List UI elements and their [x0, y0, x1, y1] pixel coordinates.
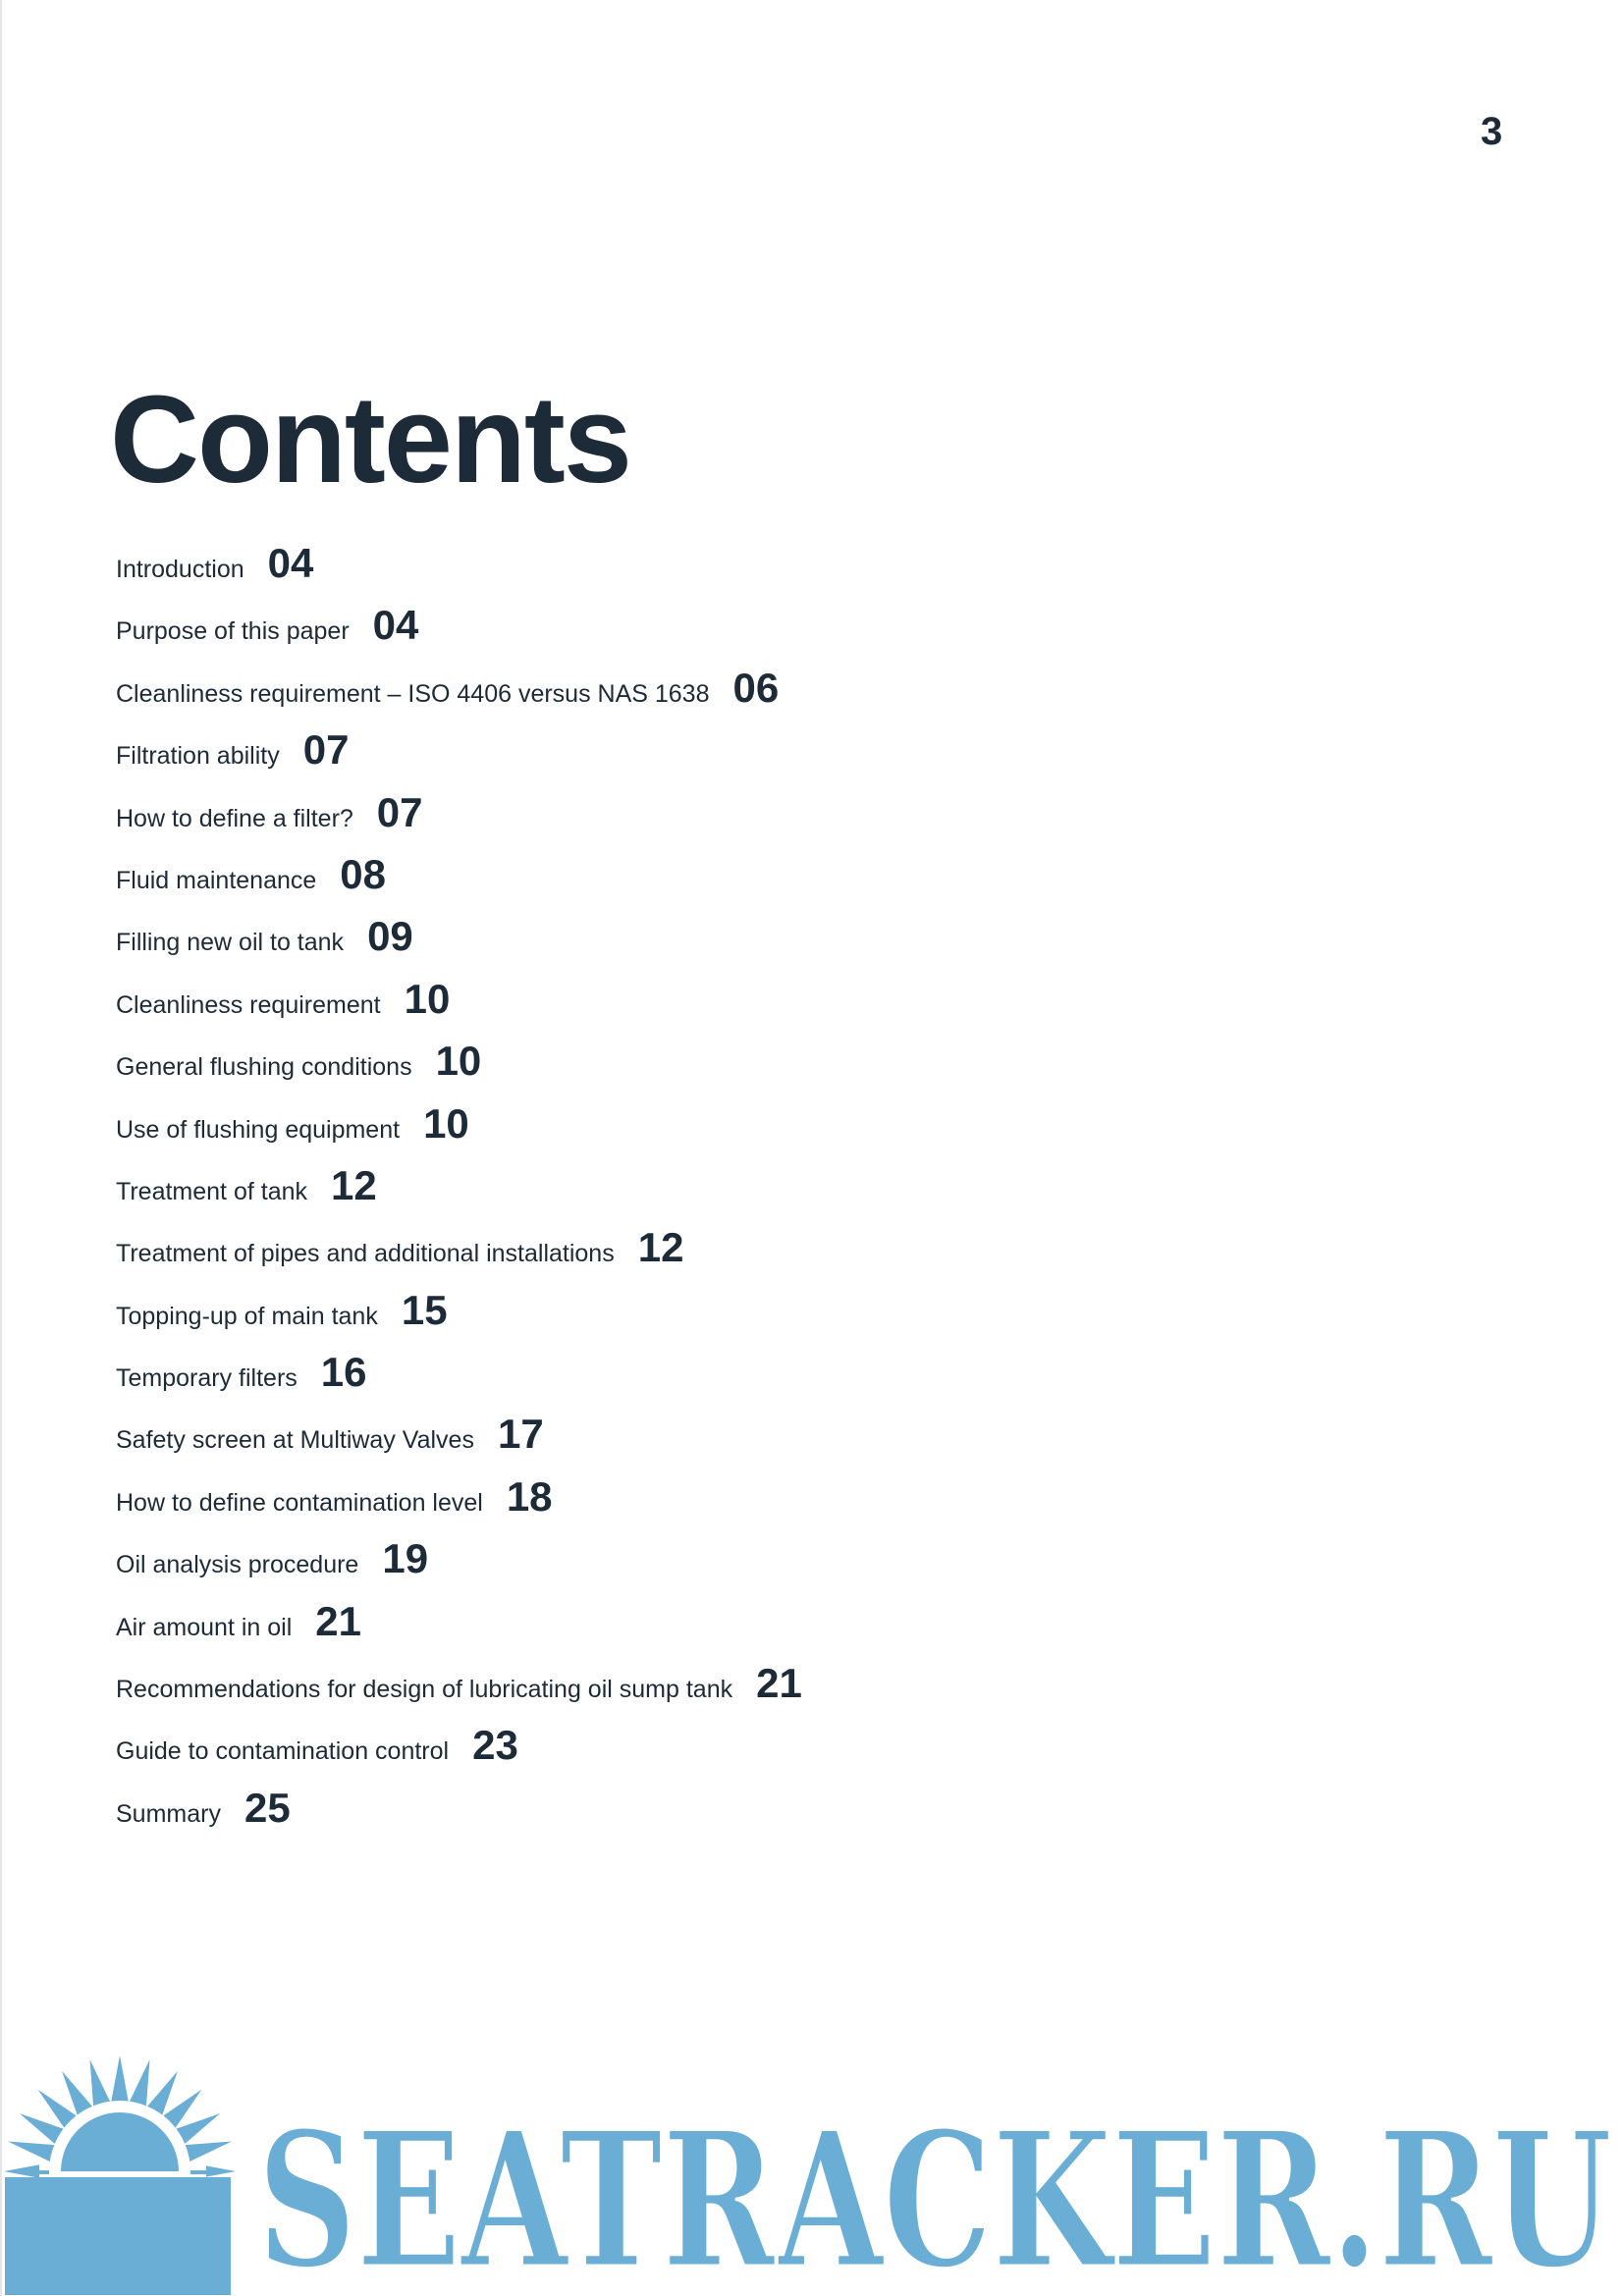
watermark — [0, 2047, 1624, 2296]
toc-page-number: 08 — [340, 850, 387, 897]
toc-entry — [116, 602, 802, 664]
toc-page-number: 04 — [267, 540, 314, 586]
toc-entry — [116, 1038, 802, 1099]
toc-entry — [116, 976, 802, 1038]
table-of-contents — [116, 540, 802, 1846]
toc-page-number: 16 — [320, 1349, 367, 1396]
toc-entry — [116, 726, 802, 788]
toc-page-number: 06 — [732, 664, 780, 711]
toc-label: Recommendations for design of lubricating oil sump tank — [116, 1676, 733, 1704]
toc-entry — [116, 1100, 802, 1162]
toc-page-number: 12 — [637, 1224, 684, 1271]
toc-entry — [116, 1287, 802, 1349]
toc-label: Cleanliness requirement – ISO 4406 versus NAS 1638 — [116, 679, 710, 708]
toc-page-number: 07 — [302, 726, 350, 774]
toc-page-number: 19 — [382, 1535, 429, 1582]
toc-entry — [116, 1473, 802, 1535]
toc-entry — [116, 1411, 802, 1472]
toc-label: Oil analysis procedure — [116, 1551, 359, 1579]
toc-label: Treatment of pipes and additional installations — [116, 1240, 615, 1268]
toc-label: General flushing conditions — [116, 1053, 412, 1082]
toc-page-number: 12 — [331, 1161, 377, 1208]
toc-label: Air amount in oil — [116, 1613, 293, 1641]
toc-page-number: 18 — [506, 1472, 553, 1520]
toc-label: Purpose of this paper — [116, 617, 350, 646]
toc-page-number: 04 — [372, 602, 419, 649]
toc-label: Summary — [116, 1799, 221, 1828]
toc-page-number: 23 — [472, 1722, 518, 1769]
toc-label: Safety screen at Multiway Valves — [116, 1426, 474, 1455]
toc-page-number: 07 — [376, 788, 423, 835]
toc-page-number: 09 — [367, 913, 413, 960]
toc-entry — [116, 1224, 802, 1286]
toc-page-number: 10 — [404, 975, 451, 1022]
toc-entry — [116, 665, 802, 726]
toc-label: How to define a filter? — [116, 804, 353, 832]
toc-entry — [116, 1598, 802, 1660]
toc-page-number: 21 — [756, 1660, 802, 1707]
toc-page-number: 25 — [244, 1784, 291, 1831]
toc-label: Cleanliness requirement — [116, 990, 381, 1019]
toc-page-number: 10 — [435, 1038, 482, 1085]
toc-entry — [116, 851, 802, 913]
toc-entry — [116, 789, 802, 851]
toc-label: Use of flushing equipment — [116, 1115, 401, 1144]
page-title: Contents — [110, 370, 630, 508]
toc-entry — [116, 1349, 802, 1411]
toc-label: Guide to contamination control — [116, 1737, 450, 1766]
toc-entry — [116, 1535, 802, 1597]
toc-page-number: 21 — [315, 1597, 361, 1644]
toc-entry — [116, 1785, 802, 1846]
toc-label: Topping-up of main tank — [116, 1302, 378, 1330]
toc-label: Temporary filters — [116, 1364, 298, 1393]
watermark-text: SEATRACKER.RU — [257, 2091, 1612, 2296]
toc-label: Filling new oil to tank — [116, 929, 345, 957]
page-left-edge — [0, 0, 2, 2296]
toc-label: Filtration ability — [116, 742, 280, 771]
sun-icon — [4, 2056, 236, 2296]
toc-entry — [116, 540, 802, 602]
toc-label: Treatment of tank — [116, 1177, 307, 1205]
toc-entry — [116, 1162, 802, 1224]
toc-page-number: 10 — [423, 1099, 469, 1147]
toc-label: Fluid maintenance — [116, 866, 317, 894]
toc-label: Introduction — [116, 556, 244, 583]
toc-page-number: 15 — [401, 1286, 448, 1333]
toc-entry — [116, 1722, 802, 1784]
page-number: 3 — [1481, 110, 1503, 153]
toc-label: How to define contamination level — [116, 1488, 483, 1517]
toc-entry — [116, 913, 802, 975]
toc-page-number: 17 — [497, 1411, 544, 1458]
toc-entry — [116, 1660, 802, 1722]
